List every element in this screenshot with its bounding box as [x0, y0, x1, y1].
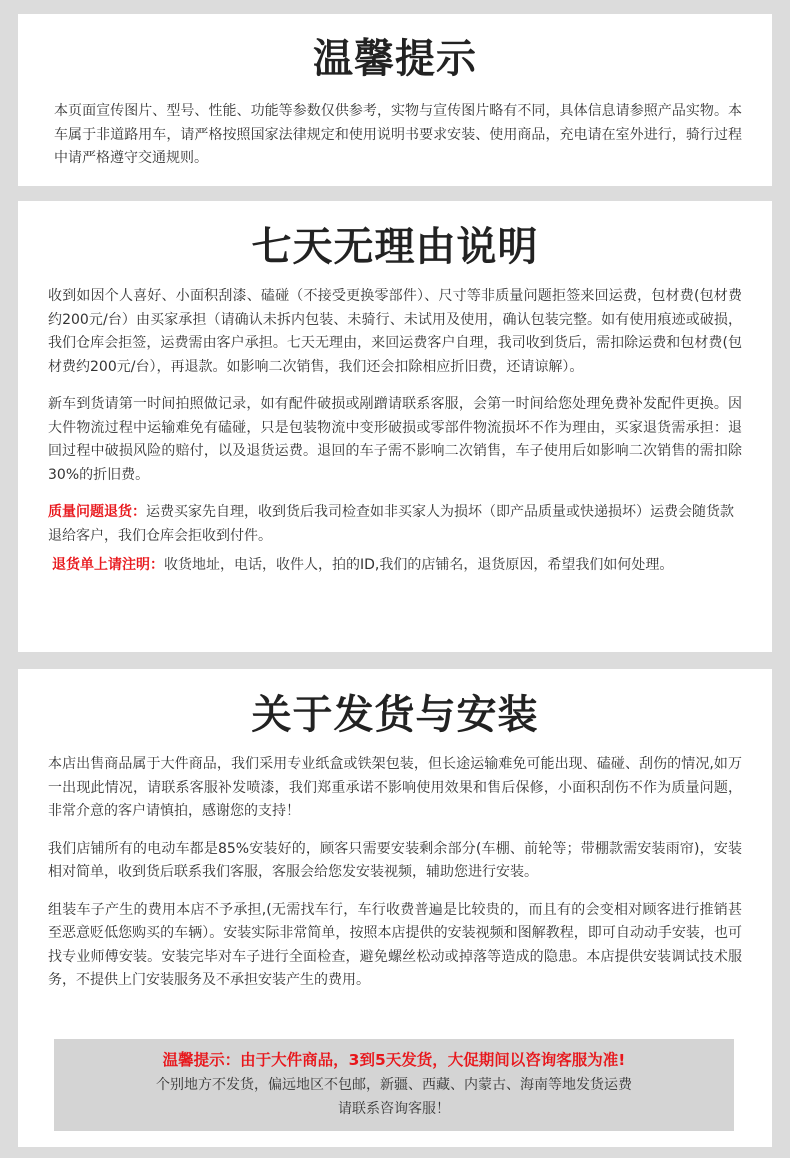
shipping-notice-headline: 温馨提示：由于大件商品，3到5天发货，大促期间以咨询客服为准! — [162, 1051, 626, 1069]
shipping-install-content — [18, 743, 772, 993]
warm-tips-body: 本页面宣传图片、型号、性能、功能等参数仅供参考，实物与宣传图片略有不同，具体信息请参照产品实物。本车属于非道路用车，请严格按照国家法律规定和使用说明书要求安装、使用商品，充电请在室外进行，骑行过程中请严格遵守交通规则。 — [54, 103, 742, 166]
seven-day-return-content — [18, 275, 772, 578]
seven-day-return-title: 七天无理由说明 — [251, 224, 539, 270]
seven-day-return-paragraph-2: 新车到货请第一时间拍照做记录，如有配件破损或剐蹭请联系客服，会第一时间给您处理免费补发配件更换。因大件物流过程中运输难免有磕碰，只是包装物流中变形破损或零部件物流损坏不作为理由，买家退货需承担：退回过程中破损风险的赔付，以及退货运费。退回的车子需不影响二次销售，车子使用后如影响二次销售的需扣除30%的折旧费。 — [48, 396, 742, 483]
seven-day-return-paragraph-1: 收到如因个人喜好、小面积刮漆、磕碰（不接受更换零部件）、尺寸等非质量问题拒签来回运费，包材费(包材费约200元/台）由买家承担（请确认未拆内包装、未骑行、未试用及使用，确认包装完整。如有使用痕迹或破损，我们仓库会拒签，运费需由客户承担。七天无理由，来回运费客户自理，我司收到货后，需扣除运费和包材费(包材费约200元/台），再退款。如影响二次销售，我们还会扣除相应折旧费，还请谅解）。 — [48, 288, 742, 375]
shipping-notice-line-2: 个别地方不发货，偏远地区不包邮，新疆、西藏、内蒙古、海南等地发货运费 — [156, 1077, 632, 1093]
return-slip-note — [48, 554, 742, 578]
warm-tips-card — [18, 14, 772, 186]
shipping-install-card — [18, 669, 772, 1147]
quality-return-text: 运费买家先自理，收到货后我司检查如非买家人为损坏（即产品质量或快递损坏）运费会随货款退给客户，我们仓库会拒收到付件。 — [48, 504, 734, 544]
shipping-notice-box — [54, 1039, 734, 1131]
quality-return-label: 质量问题退货： — [48, 504, 146, 520]
shipping-notice-line-3: 请联系咨询客服！ — [338, 1101, 450, 1117]
quality-return-note — [48, 501, 742, 548]
shipping-paragraph-3: 组装车子产生的费用本店不予承担,(无需找车行，车行收费普遍是比较贵的，而且有的会变相对顾客进行推销甚至恶意贬低您购买的车辆）。安装实际非常简单，按照本店提供的安装视频和图解教程，即可自动动手安装，也可找专业师傅安装。安装完毕对车子进行全面检查，避免螺丝松动或掉落等造成的隐患。本店提供安装调试技术服务，不提供上门安装服务及不承担安装产生的费用。 — [48, 901, 742, 988]
shipping-paragraph-2: 我们店铺所有的电动车都是85%安装好的，顾客只需要安装剩余部分(车棚、前轮等；带棚款需安装雨帘)，安装相对简单，收到货后联系我们客服，客服会给您发安装视频，辅助您进行安装。 — [48, 840, 742, 880]
return-slip-label: 退货单上请注明： — [52, 557, 164, 573]
shipping-install-title: 关于发货与安装 — [251, 692, 539, 738]
shipping-paragraph-1: 本店出售商品属于大件商品，我们采用专业纸盒或铁架包装，但长途运输难免可能出现、磕碰、刮伤的情况,如万一出现此情况，请联系客服补发喷漆，我们郑重承诺不影响使用效果和售后保修，小面积刮伤不作为质量问题，非常介意的客户请慎拍，感谢您的支持！ — [48, 756, 742, 819]
return-slip-text: 收货地址，电话，收件人，拍的ID,我们的店铺名，退货原因，希望我们如何处理。 — [164, 557, 674, 573]
seven-day-return-card — [18, 201, 772, 652]
warm-tips-title: 温馨提示 — [313, 36, 477, 82]
